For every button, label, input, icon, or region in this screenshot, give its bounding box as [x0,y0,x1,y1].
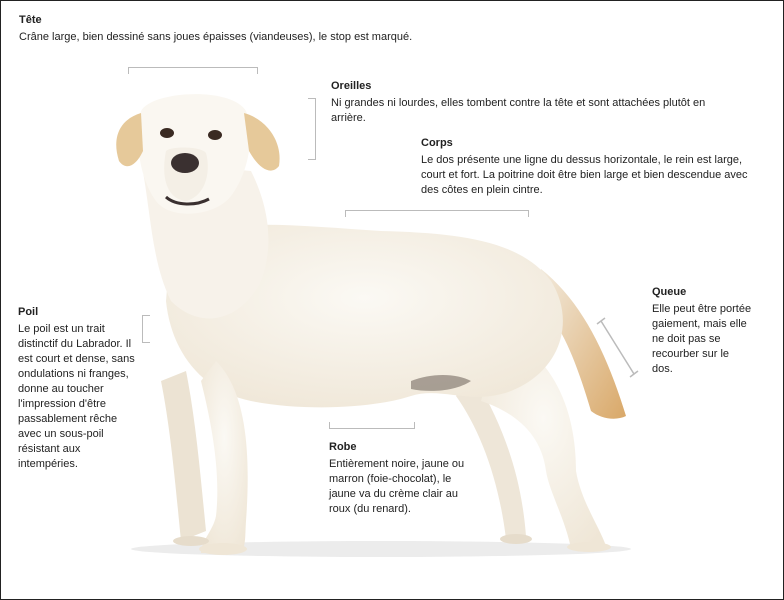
paw-front-far [173,536,209,546]
tete-section [19,14,539,45]
poil-bracket [142,315,150,343]
oreilles-section [331,80,741,126]
ear-left [116,113,143,166]
paw-hind-far [500,534,532,544]
poil-text: Le poil est un trait distinctif du Labrador. Il est court et dense, sans ondulations ni franges, donne au toucher l'impression d'être passablement rêche avec un sous-poil résistant aux intempéries. [18,323,135,470]
poil-section [18,306,141,472]
paw-front-near [199,543,247,555]
eye-left [160,128,174,138]
robe-bracket [329,422,415,429]
tete-text: Crâne large, bien dessiné sans joues épaisses (viandeuses), le stop est marqué. [19,31,413,43]
queue-section [652,286,752,377]
robe-title: Robe [329,441,357,453]
queue-title: Queue [652,286,687,298]
eye-right [208,130,222,140]
corps-bracket [345,210,529,217]
robe-section [329,441,477,517]
paw-hind-near [567,542,611,552]
tete-title: Tête [19,14,42,26]
queue-text: Elle peut être portée gaiement, mais elle ne doit pas se recourber sur le dos. [652,303,752,375]
poil-title: Poil [18,306,39,318]
corps-section [421,137,756,198]
tete-bracket [128,67,258,74]
oreilles-title: Oreilles [331,80,372,92]
corps-text: Le dos présente une ligne du dessus horizontale, le rein est large, court et fort. La poitrine doit être bien large et bien descendue avec des côtes en plein cintre. [421,154,748,196]
front-leg-far [161,371,206,541]
ear-right [244,113,280,171]
oreilles-bracket [308,98,316,160]
oreilles-text: Ni grandes ni lourdes, elles tombent contre la tête et sont attachées plutôt en arrière. [331,97,706,124]
corps-title: Corps [421,137,453,149]
nose [171,153,199,173]
robe-text: Entièrement noire, jaune ou marron (foie-chocolat), le jaune va du crème clair au roux (du renard). [329,458,465,515]
